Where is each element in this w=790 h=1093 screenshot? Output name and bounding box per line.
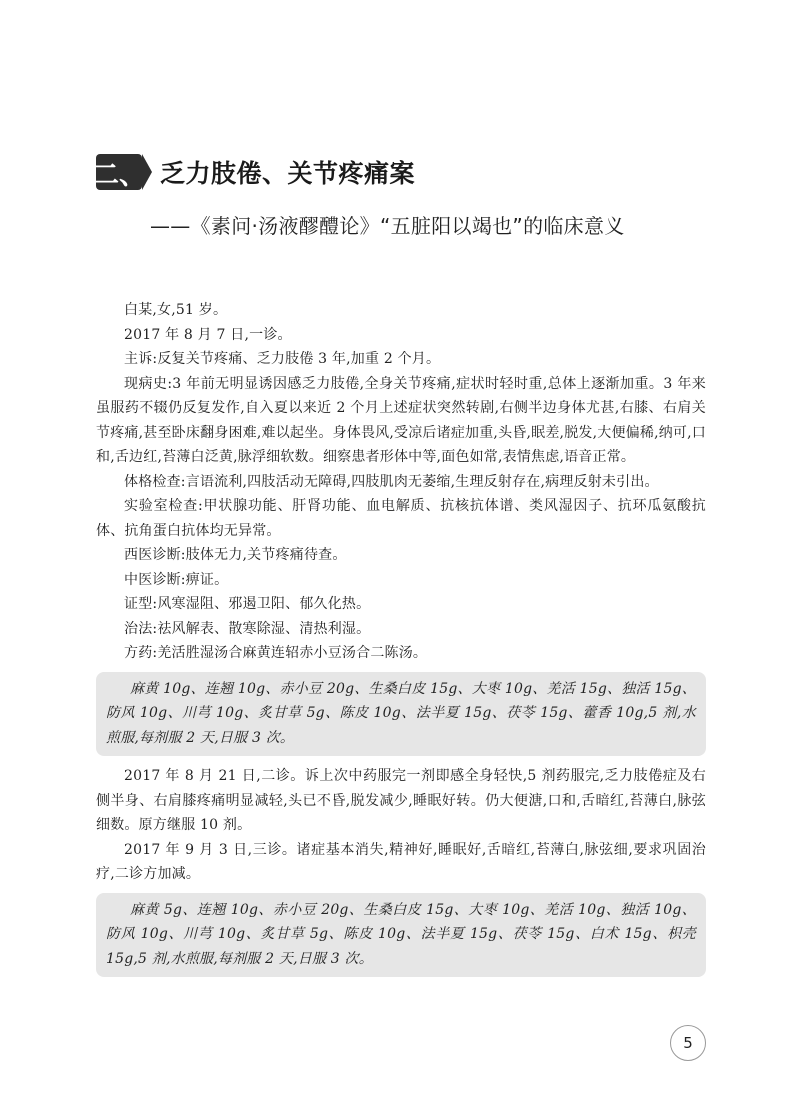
paragraph: 2017 年 9 月 3 日,三诊。诸症基本消失,精神好,睡眠好,舌暗红,苔薄白,脉弦细,要求巩固治疗,二诊方加减。 (96, 841, 706, 882)
prescription-box-1: 麻黄 10g、连翘 10g、赤小豆 20g、生桑白皮 15g、大枣 10g、羌活 15g、独活 15g、防风 10g、川芎 10g、炙甘草 5g、陈皮 10g、法半夏 15g、茯苓 15g、藿香 10g,5 剂,水煎服,每剂服 2 天,日服 3 次。 (96, 672, 706, 757)
paragraph: 方药:羌活胜湿汤合麻黄连轺赤小豆汤合二陈汤。 (124, 645, 428, 661)
prescription-box-2: 麻黄 5g、连翘 10g、赤小豆 20g、生桑白皮 15g、大枣 10g、羌活 10g、独活 10g、防风 10g、川芎 10g、炙甘草 5g、陈皮 10g、法半夏 15g、茯苓 15g、白术 15g、枳壳 15g,5 剂,水煎服,每剂服 2 天,日服 3 次。 (96, 893, 706, 978)
paragraph: 中医诊断:痹证。 (124, 571, 229, 588)
paragraph: 2017 年 8 月 21 日,二诊。诉上次中药服完一剂即感全身轻快,5 剂药服完,乏力肢倦症及右侧半身、右肩膝疼痛明显减轻,头已不昏,脱发减少,睡眠好转。仍大便溏,口和,舌暗红,苔薄白,脉弦细数。原方继服 10 剂。 (96, 768, 706, 833)
paragraph: 主诉:反复关节疼痛、乏力肢倦 3 年,加重 2 个月。 (124, 351, 441, 367)
badge-arrow (142, 154, 152, 190)
section-subtitle: ——《素问·汤液醪醴论》“五脏阳以竭也”的临床意义 (150, 214, 625, 238)
section-heading (92, 154, 416, 191)
paragraph: 白某,女,51 岁。 (124, 302, 228, 318)
paragraph: 治法:祛风解表、散寒除湿、清热利湿。 (124, 620, 371, 637)
paragraph: 2017 年 8 月 7 日,一诊。 (124, 326, 292, 343)
paragraph: 证型:风寒湿阻、邪遏卫阳、郁久化热。 (124, 596, 371, 612)
paragraph: 实验室检查:甲状腺功能、肝肾功能、血电解质、抗核抗体谱、类风湿因子、抗环瓜氨酸抗体、抗角蛋白抗体均无异常。 (96, 498, 706, 539)
paragraph: 现病史:3 年前无明显诱因感乏力肢倦,全身关节疼痛,症状时轻时重,总体上逐渐加重。3 年来虽服药不辍仍反复发作,自入夏以来近 2 个月上述症状突然转剧,右侧半边身体尤甚,右膝、右肩关节疼痛,甚至卧床翻身困难,难以起坐。身体畏风,受凉后诸症加重,头昏,眠差,脱发,大便偏稀,纳可,口和,舌边红,苔薄白泛黄,脉浮细软数。细察患者形体中等,面色如常,表情焦虑,语音正常。 (96, 375, 706, 465)
section-number-badge: 二、 (96, 154, 142, 190)
case-body (96, 298, 706, 985)
paragraph: 体格检查:言语流利,四肢活动无障碍,四肢肌肉无萎缩,生理反射存在,病理反射未引出。 (124, 473, 659, 490)
section-title: 乏力肢倦、关节疼痛案 (160, 159, 416, 188)
paragraph: 西医诊断:肢体无力,关节疼痛待查。 (124, 547, 347, 563)
page-number: 5 (670, 1025, 706, 1061)
